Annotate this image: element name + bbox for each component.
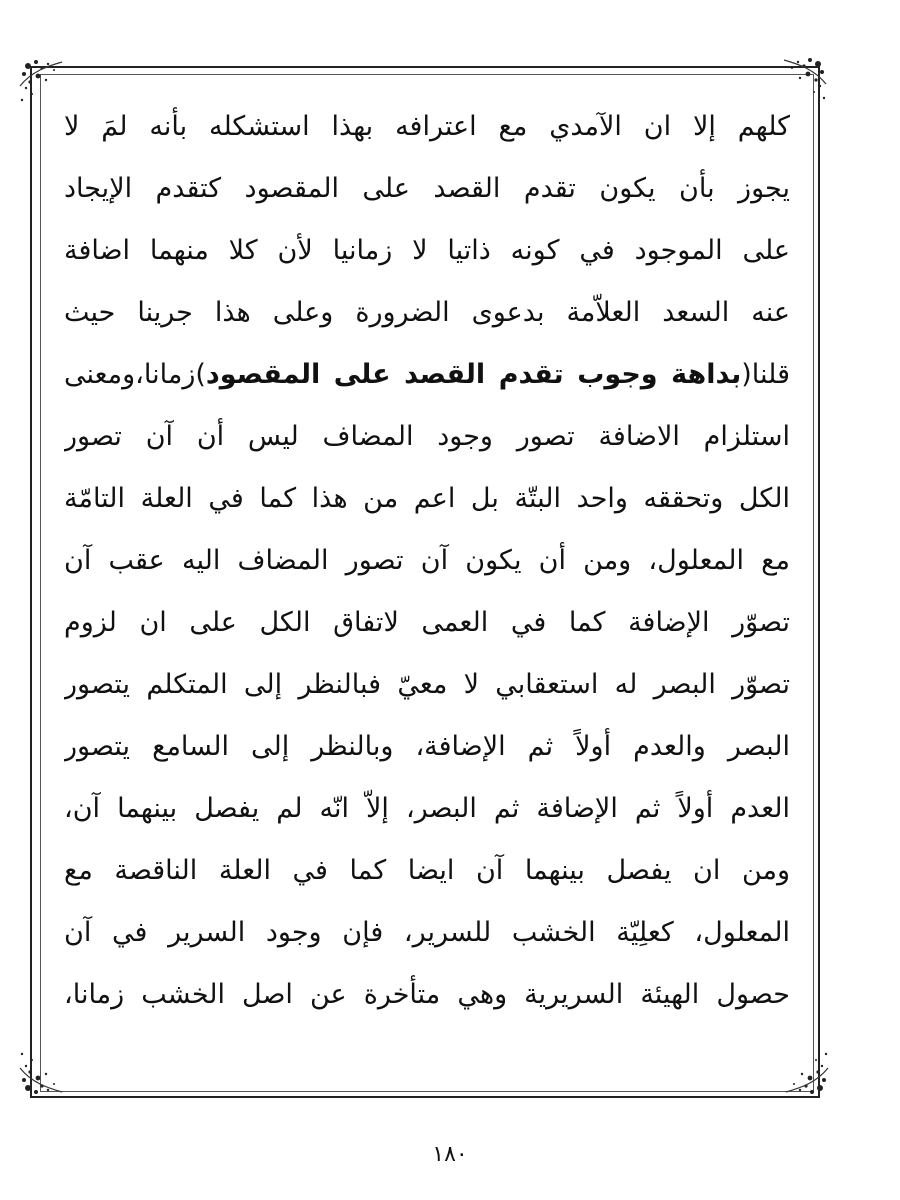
text-line-10: تصوّر البصر له استعقابي لا معيّ فبالنظر إلى المتكلم يتصور [64, 669, 790, 700]
page-number: ١٨٠ [432, 1142, 468, 1167]
text-line-5-suffix: )زمانا،ومعنى [64, 359, 206, 390]
text-line-14: المعلول، كعلِيّة الخشب للسرير، فإن وجود السرير في آن [64, 917, 790, 948]
corner-ornament-bottom-left [18, 1040, 76, 1098]
text-line-4: عنه السعد العلاّمة بدعوى الضرورة وعلى هذا جرينا حيث [64, 297, 790, 328]
text-line-5-prefix: قلنا( [741, 359, 790, 390]
text-line-11: البصر والعدم أولاً ثم الإضافة، وبالنظر إلى السامع يتصور [64, 731, 790, 762]
text-line-5-bold-quote: بداهة وجوب تقدم القصد على المقصود [205, 359, 742, 390]
text-line-12: العدم أولاً ثم الإضافة ثم البصر، إلاّ انّه لم يفصل بينهما آن، [64, 793, 790, 824]
text-line-15: حصول الهيئة السريرية وهي متأخرة عن اصل الخشب زمانا، [64, 979, 790, 1010]
text-line-6: استلزام الاضافة تصور وجود المضاف ليس أن آن تصور [64, 421, 790, 452]
text-line-7: الكل وتحققه واحد البتّة بل اعم من هذا كما في العلة التامّة [64, 483, 790, 514]
text-line-5 [64, 344, 790, 406]
body-text [64, 96, 790, 1026]
text-line-1: كلهم إلا ان الآمدي مع اعترافه بهذا استشكله بأنه لمَ لا [64, 111, 790, 142]
text-line-3: على الموجود في كونه ذاتيا لا زمانيا لأن كلا منهما اضافة [64, 235, 790, 266]
text-line-8: مع المعلول، ومن أن يكون آن تصور المضاف اليه عقب آن [64, 545, 790, 576]
text-line-9: تصوّر الإضافة كما في العمى لاتفاق الكل على ان لزوم [64, 607, 790, 638]
text-line-2: يجوز بأن يكون تقدم القصد على المقصود كتقدم الإيجاد [64, 173, 790, 204]
text-line-13: ومن ان يفصل بينهما آن ايضا كما في العلة الناقصة مع [64, 855, 790, 886]
corner-ornament-bottom-right [772, 1040, 830, 1098]
